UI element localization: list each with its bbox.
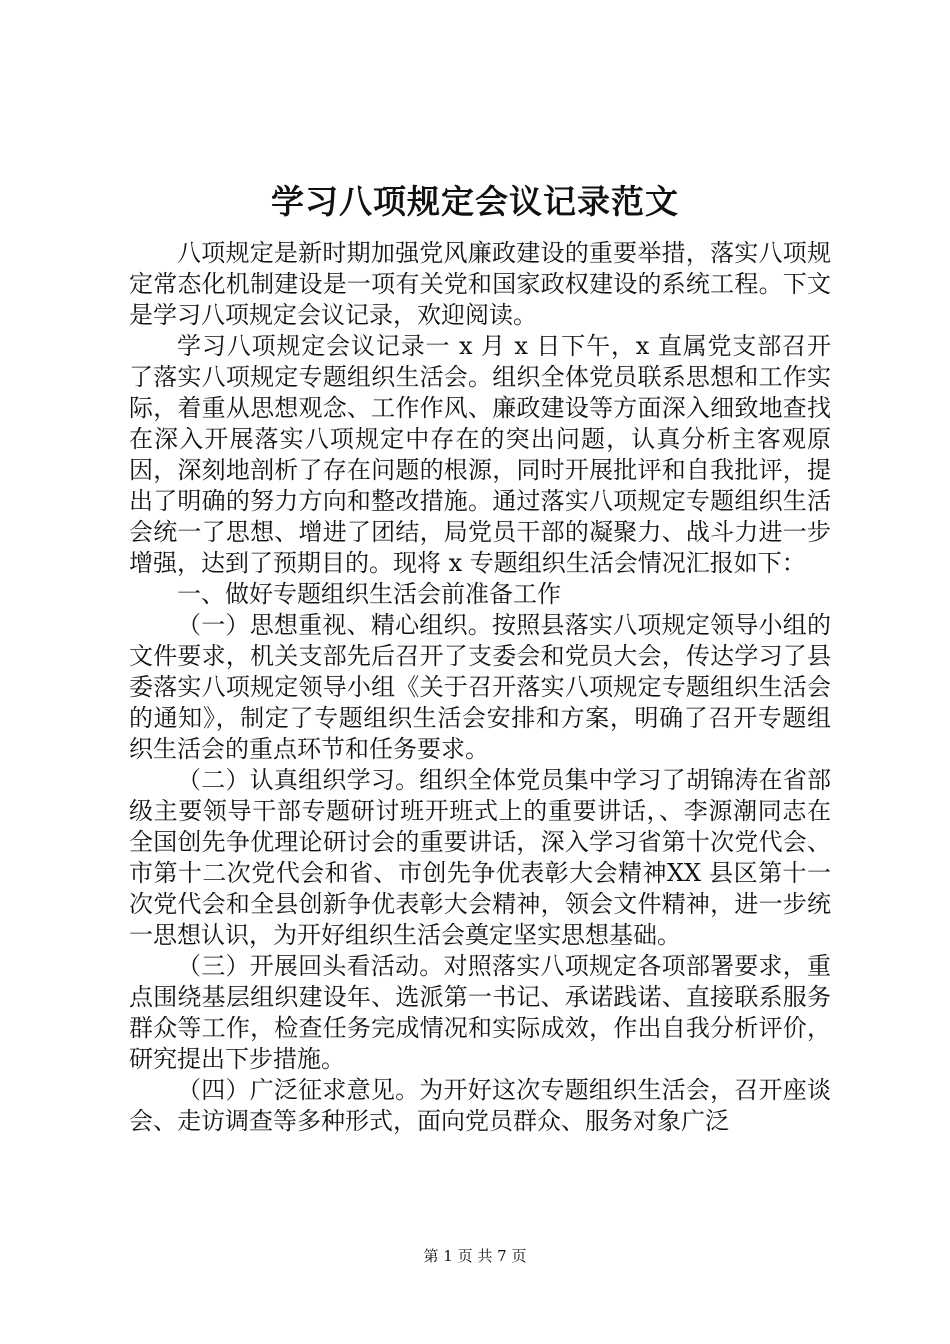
- document-body: [129, 238, 831, 1137]
- paragraph-item-1: （一）思想重视、精心组织。按照县落实八项规定领导小组的文件要求，机关支部先后召开了支委会和党员大会，传达学习了县委落实八项规定领导小组《关于召开落实八项规定专题组织生活会的通知》，制定了专题组织生活会安排和方案，明确了召开专题组织生活会的重点环节和任务要求。: [129, 611, 831, 763]
- paragraph-record-summary: 学习八项规定会议记录一 x 月 x 日下午，x 直属党支部召开了落实八项规定专题组织生活会。组织全体党员联系思想和工作实际，着重从思想观念、工作作风、廉政建设等方面深入细致地查找在深入开展落实八项规定中存在的突出问题，认真分析主客观原因，深刻地剖析了存在问题的根源，同时开展批评和自我批评，提出了明确的努力方向和整改措施。通过落实八项规定专题组织生活会统一了思想、增进了团结，局党员干部的凝聚力、战斗力进一步增强，达到了预期目的。现将 x 专题组织生活会情况汇报如下：: [129, 332, 831, 577]
- paragraph-item-3: （三）开展回头看活动。对照落实八项规定各项部署要求，重点围绕基层组织建设年、选派第一书记、承诺践诺、直接联系服务群众等工作，检查任务完成情况和实际成效，作出自我分析评价，研究提出下步措施。: [129, 952, 831, 1073]
- section-heading-preparation: 一、做好专题组织生活会前准备工作: [177, 580, 561, 608]
- paragraph-item-2: （二）认真组织学习。组织全体党员集中学习了胡锦涛在省部级主要领导干部专题研讨班开班式上的重要讲话，、李源潮同志在全国创先争优理论研讨会的重要讲话，深入学习省第十次党代会、市第十二次党代会和省、市创先争优表彰大会精神XX 县区第十一次党代会和全县创新争优表彰大会精神，领会文件精神，进一步统一思想认识，为开好组织生活会奠定坚实思想基础。: [129, 766, 831, 949]
- document-title: 学习八项规定会议记录范文: [271, 182, 679, 221]
- page-footer: 第 1 页 共 7 页: [423, 1247, 527, 1265]
- paragraph-item-4: （四）广泛征求意见。为开好这次专题组织生活会，召开座谈会、走访调查等多种形式，面向党员群众、服务对象广泛: [129, 1076, 831, 1135]
- paragraph-intro: 八项规定是新时期加强党风廉政建设的重要举措，落实八项规定常态化机制建设是一项有关党和国家政权建设的系统工程。下文是学习八项规定会议记录，欢迎阅读。: [129, 239, 831, 329]
